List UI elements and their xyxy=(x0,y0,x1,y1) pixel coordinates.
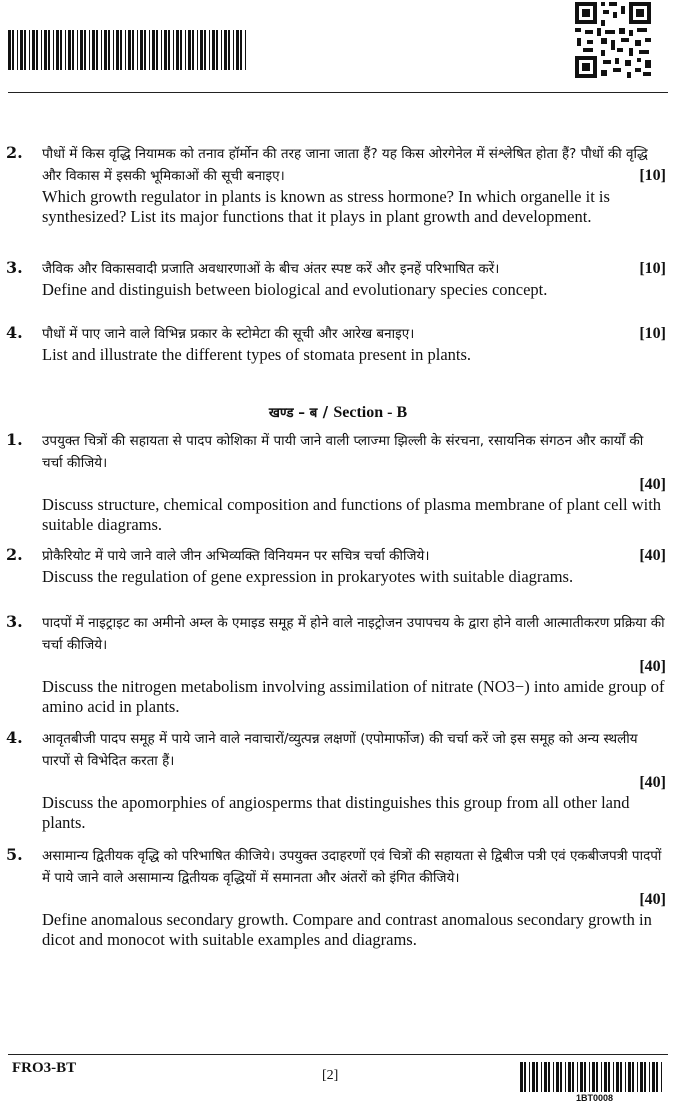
section-heading-separator: / xyxy=(317,403,334,421)
question-english: Discuss the regulation of gene expression in prokaryotes with suitable diagrams. xyxy=(42,567,574,586)
question-marks: [40] xyxy=(639,658,666,675)
question-english: Discuss the nitrogen metabolism involving assimilation of nitrate (NO3−) into amide group of amino acid in plants. xyxy=(42,677,665,716)
footer-id: 1BT0008 xyxy=(576,1093,614,1103)
question-hindi: पौधों में किस वृद्धि नियामक को तनाव हॉर्मोन की तरह जाना जाता हैं? यह किस ओरगेनेल में संश्लेषित होता हैं? पौधों की वृद्धि और विकास में इसकी भूमिकाओं की सूची बनाइए। [10] xyxy=(42,143,666,187)
question-number: 3. xyxy=(6,258,23,277)
question-number: 2. xyxy=(6,143,23,162)
question-english: Discuss the apomorphies of angiosperms that distinguishes this group from all other land plants. xyxy=(42,793,630,832)
question-marks: [40] xyxy=(639,547,666,564)
question-english: Discuss structure, chemical composition and functions of plasma membrane of plant cell with suitable diagrams. xyxy=(42,495,662,534)
question-a-3 xyxy=(6,258,666,300)
question-hindi: पादपों में नाइट्राइट का अमीनो अम्ल के एमाइड समूह में होने वाले नाइट्रोजन उपापचय के द्वारा होने वाली आत्मातीकरण प्रक्रिया की चर्चा कीजिये। xyxy=(42,615,665,653)
section-b-heading xyxy=(0,402,676,424)
question-marks: [40] xyxy=(639,774,666,791)
question-marks: [10] xyxy=(639,325,666,342)
question-b-5 xyxy=(6,845,666,950)
section-heading-english: Section - B xyxy=(333,404,408,421)
question-b-2 xyxy=(6,545,666,587)
question-marks: [10] xyxy=(639,260,666,277)
question-a-4 xyxy=(6,323,666,365)
question-hindi: उपयुक्त चित्रों की सहायता से पादप कोशिका में पायी जाने वाली प्लाज्मा झिल्ली के संरचना, रसायनिक संगठन और कार्यों की चर्चा कीजिये। xyxy=(42,433,644,471)
question-b-1 xyxy=(6,430,666,535)
question-b-4 xyxy=(6,728,666,833)
qr-code xyxy=(573,0,653,80)
question-english: Define and distinguish between biological and evolutionary species concept. xyxy=(42,280,548,299)
question-hindi: पौधों में पाए जाने वाले विभिन्न प्रकार के स्टोमेटा की सूची और आरेख बनाइए। [10] xyxy=(42,323,666,345)
question-number: 3. xyxy=(6,612,23,631)
question-number: 1. xyxy=(6,430,23,449)
question-b-3 xyxy=(6,612,666,717)
question-marks: [10] xyxy=(639,167,666,184)
question-marks: [40] xyxy=(639,891,666,908)
question-hindi: असामान्य द्वितीयक वृद्धि को परिभाषित कीजिये। उपयुक्त उदाहरणों एवं चित्रों की सहायता से द्विबीज पत्री एवं एकबीजपत्री पादपों में पाये जाने वाले असामान्य द्वितीयक वृद्धियों में समानता और अंतरों को इंगित कीजिये। xyxy=(42,848,662,886)
header-rule xyxy=(8,92,668,93)
question-hindi: आवृतबीजी पादप समूह में पाये जाने वाले नवाचारों/व्युत्पन्न लक्षणों (एपोमार्फोज) की चर्चा करें जो इस समूह को अन्य स्थलीय पारपों से विभेदित करता हैं। xyxy=(42,731,638,769)
question-hindi: प्रोकैरियोट में पाये जाने वाले जीन अभिव्यक्ति विनियमन पर सचित्र चर्चा कीजिये। [40] xyxy=(42,545,666,567)
bottom-barcode xyxy=(520,1062,672,1092)
question-number: 2. xyxy=(6,545,23,564)
page-number: [2] xyxy=(322,1068,339,1083)
question-marks: [40] xyxy=(639,476,666,493)
question-number: 4. xyxy=(6,323,23,342)
question-english: List and illustrate the different types of stomata present in plants. xyxy=(42,345,472,364)
top-barcode xyxy=(8,30,253,70)
question-a-2 xyxy=(6,143,666,227)
question-english: Define anomalous secondary growth. Compare and contrast anomalous secondary growth in dicot and monocot with suitable examples and diagrams. xyxy=(42,910,652,949)
question-number: 5. xyxy=(6,845,23,864)
section-heading-hindi: खण्ड – ब xyxy=(268,405,318,421)
footer-code: FRO3-BT xyxy=(12,1060,77,1076)
question-number: 4. xyxy=(6,728,23,747)
question-english: Which growth regulator in plants is known as stress hormone? In which organelle it is synthesized? List its major functions that it plays in plant growth and development. xyxy=(42,187,610,226)
question-hindi: जैविक और विकासवादी प्रजाति अवधारणाओं के बीच अंतर स्पष्ट करें और इनहें परिभाषित करें। [10] xyxy=(42,258,666,280)
footer-rule xyxy=(8,1054,668,1055)
